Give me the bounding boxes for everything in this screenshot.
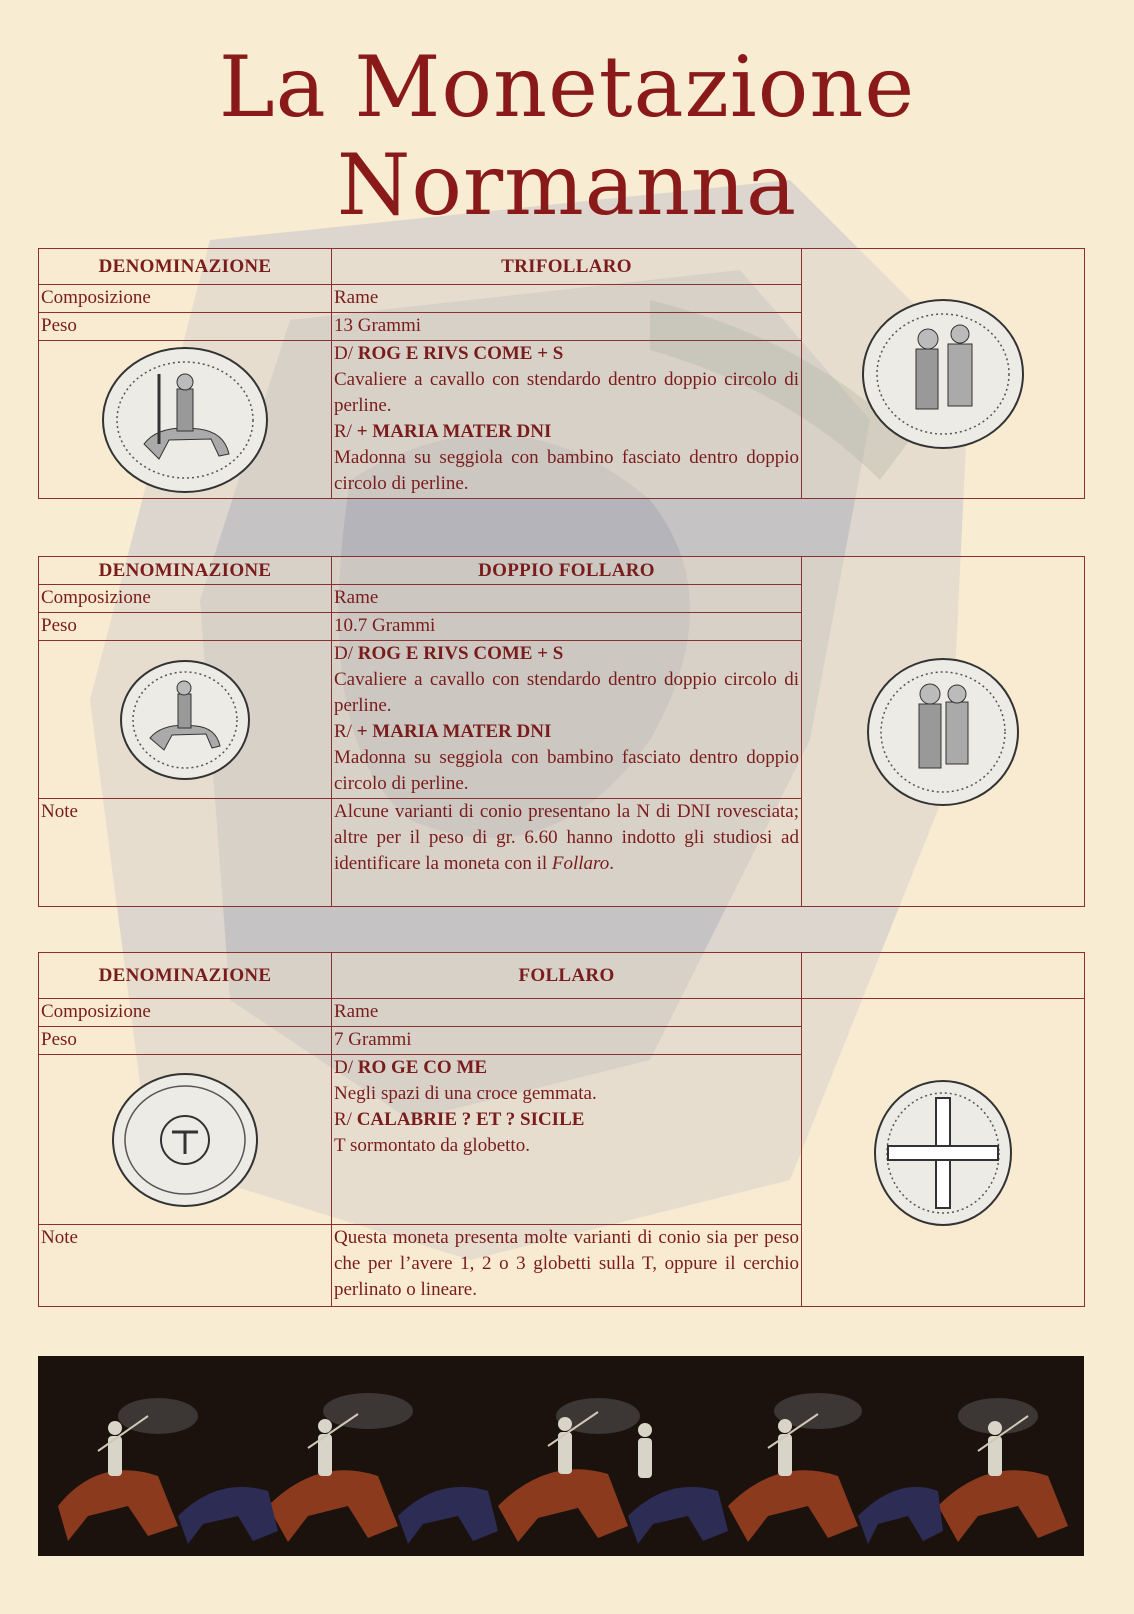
value-peso: 10.7 Grammi [332, 613, 802, 641]
header-empty-cell [802, 953, 1085, 999]
coin-name: TRIFOLLARO [332, 249, 802, 285]
reverse-description: Madonna su seggiola con bambino fasciato dentro doppio circolo di perline. [334, 447, 799, 494]
obverse-prefix: D/ [334, 1057, 353, 1078]
coin-name: FOLLARO [332, 953, 802, 999]
reverse-legend: + MARIA MATER DNI [356, 721, 552, 742]
reverse-legend: CALABRIE ? ET ? SICILE [356, 1109, 585, 1130]
value-peso: 7 Grammi [332, 1027, 802, 1055]
coin-description [332, 1055, 802, 1225]
coin-table-trifollaro [38, 248, 1085, 499]
obverse-description: Cavaliere a cavallo con stendardo dentro doppio circolo di perline. [334, 669, 799, 716]
obverse-legend: ROG E RIVS COME + S [357, 643, 564, 664]
value-peso: 13 Grammi [332, 313, 802, 341]
obverse-description: Negli spazi di una croce gemmata. [334, 1083, 597, 1104]
note-text-cell [332, 799, 802, 907]
coin-table-doppio-follaro [38, 556, 1085, 907]
note-end: . [609, 853, 614, 874]
value-composizione: Rame [332, 285, 802, 313]
coin-reverse-image [858, 294, 1028, 454]
label-composizione: Composizione [39, 585, 332, 613]
header-denominazione: DENOMINAZIONE [39, 557, 332, 585]
value-composizione: Rame [332, 585, 802, 613]
obverse-prefix: D/ [334, 643, 353, 664]
note-text: Questa moneta presenta molte varianti di conio sia per peso che per l’avere 1, 2 o 3 globetti sulla T, oppure il cerchio perlinato o lineare. [332, 1225, 802, 1307]
reverse-image-cell [802, 999, 1085, 1307]
reverse-description: T sormontato da globetto. [334, 1135, 530, 1156]
coin-description [332, 641, 802, 799]
obverse-legend: ROG E RIVS COME + S [357, 343, 564, 364]
obverse-image-cell [39, 641, 332, 799]
value-composizione: Rame [332, 999, 802, 1027]
obverse-legend: RO GE CO ME [357, 1057, 488, 1078]
page-title: La Monetazione Normanna [218, 38, 916, 234]
label-note: Note [39, 1225, 332, 1307]
header-denominazione: DENOMINAZIONE [39, 953, 332, 999]
obverse-prefix: D/ [334, 343, 353, 364]
coin-obverse-image [99, 344, 271, 496]
coin-reverse-image [872, 1078, 1014, 1228]
label-peso: Peso [39, 613, 332, 641]
label-composizione: Composizione [39, 999, 332, 1027]
label-note: Note [39, 799, 332, 907]
label-peso: Peso [39, 313, 332, 341]
reverse-legend: + MARIA MATER DNI [356, 421, 552, 442]
coin-obverse-image [118, 658, 252, 782]
coin-obverse-image [110, 1070, 260, 1210]
note-text: Alcune varianti di conio presentano la N di DNI rovesciata; altre per il peso di gr. 6.60 hanno indotto gli studiosi ad identificare la moneta con il [334, 801, 799, 874]
label-composizione: Composizione [39, 285, 332, 313]
tapestry-image [38, 1356, 1084, 1556]
reverse-image-cell [802, 557, 1085, 907]
coin-table-follaro [38, 952, 1085, 1307]
header-denominazione: DENOMINAZIONE [39, 249, 332, 285]
coin-description [332, 341, 802, 499]
reverse-prefix: R/ [334, 1109, 352, 1130]
reverse-prefix: R/ [334, 721, 352, 742]
coin-name: DOPPIO FOLLARO [332, 557, 802, 585]
reverse-image-cell [802, 249, 1085, 499]
obverse-description: Cavaliere a cavallo con stendardo dentro doppio circolo di perline. [334, 369, 799, 416]
note-italic: Follaro [551, 853, 610, 874]
reverse-prefix: R/ [334, 421, 352, 442]
obverse-image-cell [39, 1055, 332, 1225]
label-peso: Peso [39, 1027, 332, 1055]
obverse-image-cell [39, 341, 332, 499]
reverse-description: Madonna su seggiola con bambino fasciato dentro doppio circolo di perline. [334, 747, 799, 794]
coin-reverse-image [864, 654, 1022, 810]
